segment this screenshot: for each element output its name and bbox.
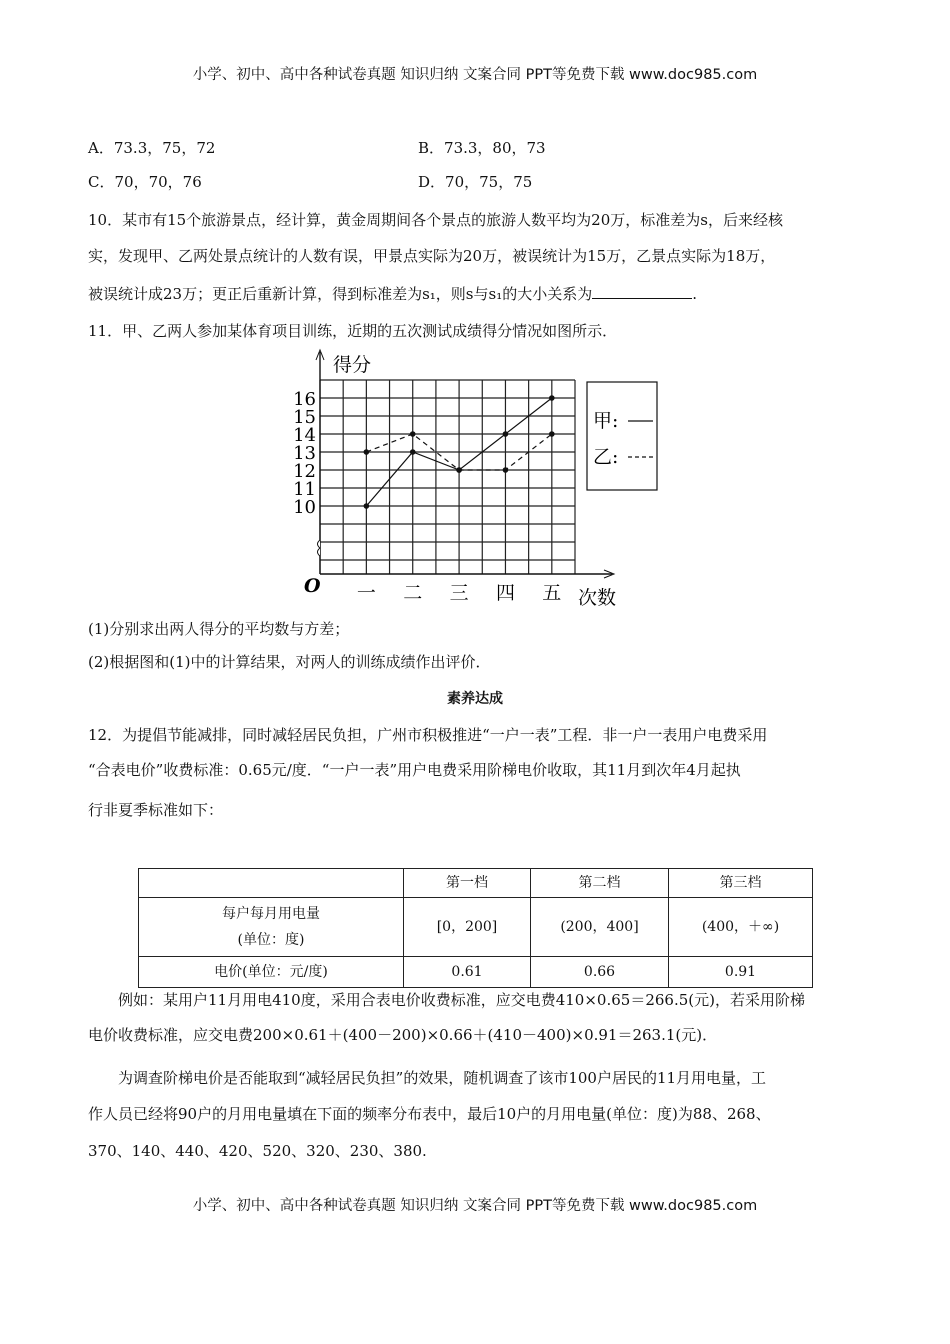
y-tick-label: 14 [293, 425, 316, 446]
x-tick-label: 一 [356, 582, 376, 604]
table-header: 第三档 [669, 869, 813, 898]
example-line1: 例如：某用户11月用电410度，采用合表电价收费标准，应交电费410×0.65＝266.5(元)，若采用阶梯 [118, 991, 805, 1009]
data-point [549, 395, 555, 401]
option-a: A．73.3，75，72 [88, 139, 216, 157]
axis-break [318, 540, 321, 556]
example-line2: 电价收费标准，应交电费200×0.61＋(400－200)×0.66＋(410－400)×0.91＝263.1(元)． [88, 1026, 718, 1044]
legend-label: 甲: [593, 410, 619, 432]
q10-line2: 实，发现甲、乙两处景点统计的人数有误，甲景点实际为20万，被误统计为15万，乙景点实际为18万， [88, 247, 776, 265]
q11-sub2: (2)根据图和(1)中的计算结果，对两人的训练成绩作出评价． [88, 653, 491, 671]
page-footer: 小学、初中、高中各种试卷真题 知识归纳 文案合同 PPT等免费下载 www.doc985.com [192, 1198, 758, 1214]
q12-line1: 12．为提倡节能减排，同时减轻居民负担，广州市积极推进“一户一表”工程．非一户一表用户电费采用 [88, 726, 768, 744]
table-header: 第二档 [531, 869, 669, 898]
y-tick-label: 15 [293, 407, 316, 428]
survey-line2: 作人员已经将90户的月用电量填在下面的频率分布表中，最后10户的月用电量(单位：度)为88、268、 [88, 1105, 771, 1123]
page-header: 小学、初中、高中各种试卷真题 知识归纳 文案合同 PPT等免费下载 www.doc985.com [192, 67, 758, 83]
x-tick-label: 四 [495, 582, 515, 604]
x-tick-label: 三 [449, 582, 469, 604]
y-tick-label: 11 [293, 479, 316, 500]
table-cell: 0.66 [531, 957, 669, 988]
y-tick-label: 10 [293, 497, 316, 518]
data-point [364, 503, 370, 509]
data-point [503, 431, 509, 437]
survey-line1: 为调查阶梯电价是否能取到“减轻居民负担”的效果，随机调查了该市100户居民的11月用电量，工 [118, 1069, 767, 1087]
data-point [364, 449, 370, 455]
data-point [410, 449, 416, 455]
table-cell: [0，200] [404, 898, 531, 957]
origin-label: O [304, 575, 321, 597]
option-c: C．70，70，76 [88, 173, 202, 191]
score-chart [0, 0, 950, 640]
table-header: 第一档 [404, 869, 531, 898]
table-header-empty [139, 869, 404, 898]
x-tick-label: 五 [542, 582, 562, 604]
legend-box [587, 382, 657, 490]
data-point [456, 467, 462, 473]
row-label: 电价(单位：元/度) [139, 957, 404, 988]
table-cell: 0.61 [404, 957, 531, 988]
row-label-line2: (单位：度) [237, 932, 305, 948]
section-title: 素养达成 [447, 691, 503, 707]
y-tick-label: 16 [293, 389, 316, 410]
table-cell: (200，400] [531, 898, 669, 957]
q10-end: . [692, 285, 697, 303]
legend-label: 乙: [593, 446, 619, 468]
q11-sub1: (1)分别求出两人得分的平均数与方差； [88, 620, 350, 638]
data-point [503, 467, 509, 473]
table-cell: 0.91 [669, 957, 813, 988]
q10-text: 被误统计成23万；更正后重新计算，得到标准差为s₁，则s与s₁的大小关系为 [88, 285, 593, 303]
table-cell: (400，＋∞) [669, 898, 813, 957]
x-tick-label: 二 [403, 582, 423, 604]
q12-line2: “合表电价”收费标准：0.65元/度．“一户一表”用户电费采用阶梯电价收取，其11月到次年4月起执 [88, 761, 741, 779]
option-b: B．73.3，80，73 [418, 139, 546, 157]
q12-line3: 行非夏季标准如下： [88, 801, 224, 819]
q11-stem: 11．甲、乙两人参加某体育项目训练，近期的五次测试成绩得分情况如图所示． [88, 322, 618, 340]
x-axis-label: 次数 [578, 587, 617, 609]
price-table [138, 868, 813, 988]
option-d: D．70，75，75 [418, 173, 533, 191]
row-label [139, 898, 404, 957]
survey-line3: 370、140、440、420、520、320、230、380. [88, 1142, 427, 1160]
y-axis-label: 得分 [333, 354, 372, 376]
data-point [549, 431, 555, 437]
q10-line1: 10．某市有15个旅游景点，经计算，黄金周期间各个景点的旅游人数平均为20万，标准差为s，后来经核 [88, 211, 783, 229]
y-tick-label: 12 [293, 461, 316, 482]
y-tick-label: 13 [293, 443, 316, 464]
data-point [410, 431, 416, 437]
row-label-line1: 每户每月用电量 [222, 906, 320, 922]
